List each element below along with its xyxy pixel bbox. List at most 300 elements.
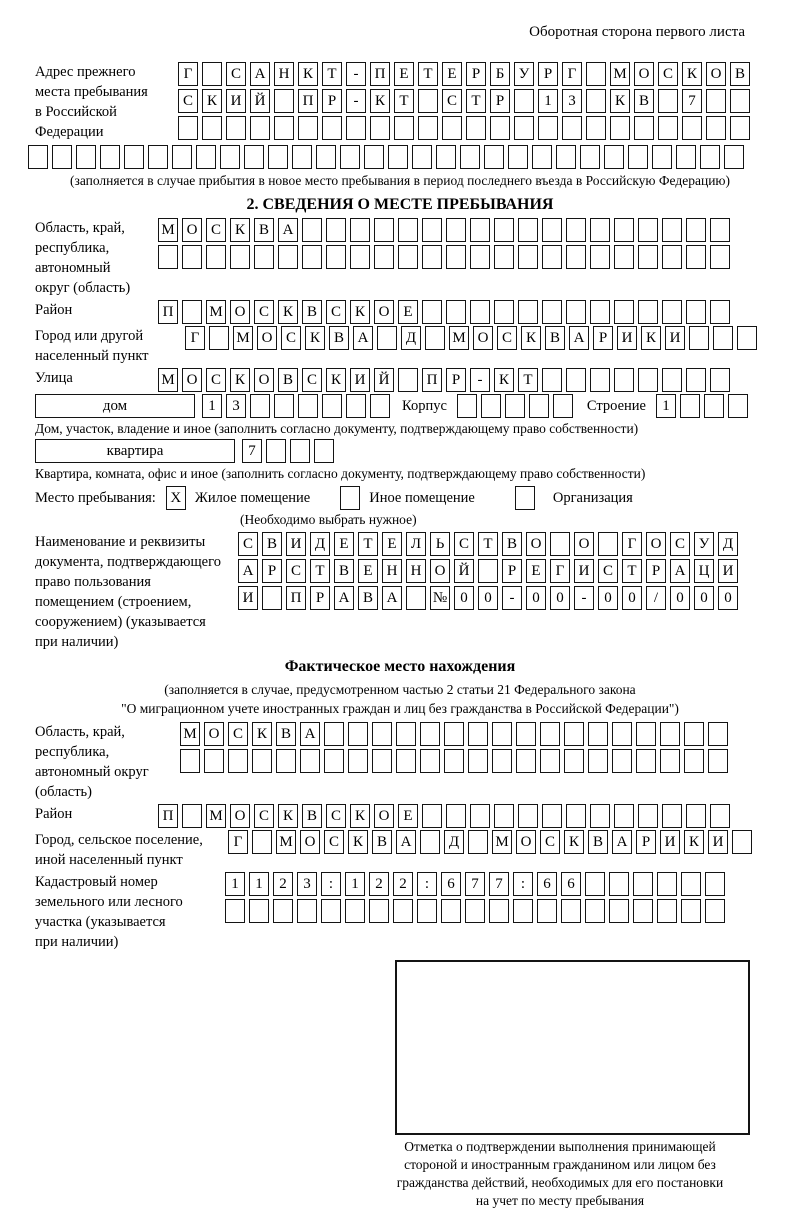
char-box[interactable]	[370, 394, 390, 418]
char-box[interactable]: 3	[562, 89, 582, 113]
char-box[interactable]	[540, 749, 560, 773]
char-box[interactable]: Й	[374, 368, 394, 392]
char-box[interactable]: В	[730, 62, 750, 86]
char-box[interactable]	[388, 145, 408, 169]
char-box[interactable]	[710, 368, 730, 392]
char-box[interactable]	[566, 300, 586, 324]
char-box[interactable]: К	[278, 804, 298, 828]
char-box[interactable]	[538, 116, 558, 140]
char-box[interactable]: 1	[345, 872, 365, 896]
char-box[interactable]	[566, 245, 586, 269]
char-box[interactable]: П	[370, 62, 390, 86]
char-box[interactable]: Д	[310, 532, 330, 556]
char-box[interactable]	[518, 245, 538, 269]
char-box[interactable]	[590, 300, 610, 324]
char-box[interactable]: С	[326, 300, 346, 324]
char-box[interactable]	[300, 749, 320, 773]
char-box[interactable]: 0	[598, 586, 618, 610]
char-box[interactable]: Р	[490, 89, 510, 113]
char-box[interactable]	[638, 804, 658, 828]
char-box[interactable]: С	[238, 532, 258, 556]
char-box[interactable]	[372, 749, 392, 773]
char-box[interactable]: О	[706, 62, 726, 86]
char-box[interactable]	[468, 749, 488, 773]
char-box[interactable]	[684, 749, 704, 773]
char-box[interactable]	[420, 749, 440, 773]
char-box[interactable]: С	[326, 804, 346, 828]
char-box[interactable]	[585, 899, 605, 923]
char-box[interactable]: Т	[518, 368, 538, 392]
char-box[interactable]: О	[374, 804, 394, 828]
char-box[interactable]: Р	[446, 368, 466, 392]
char-box[interactable]: О	[182, 368, 202, 392]
char-box[interactable]	[564, 722, 584, 746]
char-box[interactable]: М	[180, 722, 200, 746]
char-box[interactable]: М	[206, 804, 226, 828]
char-box[interactable]	[590, 368, 610, 392]
char-box[interactable]	[273, 899, 293, 923]
char-box[interactable]: А	[569, 326, 589, 350]
char-box[interactable]	[505, 394, 525, 418]
char-box[interactable]: 1	[538, 89, 558, 113]
char-box[interactable]	[484, 145, 504, 169]
char-box[interactable]	[346, 394, 366, 418]
char-box[interactable]: В	[372, 830, 392, 854]
char-box[interactable]: С	[228, 722, 248, 746]
char-box[interactable]	[614, 218, 634, 242]
char-box[interactable]: Т	[310, 559, 330, 583]
char-box[interactable]	[457, 394, 477, 418]
char-box[interactable]	[588, 722, 608, 746]
char-box[interactable]	[262, 586, 282, 610]
char-box[interactable]	[274, 116, 294, 140]
char-box[interactable]	[446, 245, 466, 269]
char-box[interactable]	[225, 899, 245, 923]
char-box[interactable]: Л	[406, 532, 426, 556]
char-box[interactable]	[406, 586, 426, 610]
char-box[interactable]	[100, 145, 120, 169]
char-box[interactable]: А	[250, 62, 270, 86]
char-box[interactable]: -	[502, 586, 522, 610]
char-box[interactable]: 1	[202, 394, 222, 418]
char-box[interactable]	[418, 116, 438, 140]
char-box[interactable]	[466, 116, 486, 140]
char-box[interactable]	[340, 145, 360, 169]
char-box[interactable]: В	[334, 559, 354, 583]
char-box[interactable]: Т	[466, 89, 486, 113]
char-box[interactable]	[494, 804, 514, 828]
char-box[interactable]	[590, 218, 610, 242]
char-box[interactable]: С	[226, 62, 246, 86]
char-box[interactable]	[514, 116, 534, 140]
kvartira-type-box[interactable]: квартира	[35, 439, 235, 463]
char-box[interactable]: И	[238, 586, 258, 610]
char-box[interactable]	[302, 218, 322, 242]
char-box[interactable]: Т	[418, 62, 438, 86]
char-box[interactable]	[561, 899, 581, 923]
char-box[interactable]	[708, 749, 728, 773]
char-box[interactable]	[322, 116, 342, 140]
char-box[interactable]	[369, 899, 389, 923]
char-box[interactable]: М	[158, 218, 178, 242]
char-box[interactable]	[412, 145, 432, 169]
char-box[interactable]: Н	[406, 559, 426, 583]
char-box[interactable]	[494, 218, 514, 242]
char-box[interactable]	[609, 899, 629, 923]
char-box[interactable]	[396, 749, 416, 773]
char-box[interactable]	[298, 394, 318, 418]
char-box[interactable]	[418, 89, 438, 113]
char-box[interactable]: Т	[394, 89, 414, 113]
char-box[interactable]	[324, 722, 344, 746]
char-box[interactable]: 6	[537, 872, 557, 896]
char-box[interactable]	[686, 300, 706, 324]
char-box[interactable]: П	[158, 300, 178, 324]
char-box[interactable]	[470, 300, 490, 324]
char-box[interactable]: М	[449, 326, 469, 350]
char-box[interactable]	[614, 368, 634, 392]
char-box[interactable]	[228, 749, 248, 773]
char-box[interactable]: А	[670, 559, 690, 583]
char-box[interactable]: 2	[369, 872, 389, 896]
char-box[interactable]: -	[574, 586, 594, 610]
char-box[interactable]: Е	[442, 62, 462, 86]
char-box[interactable]	[444, 749, 464, 773]
char-box[interactable]: Д	[401, 326, 421, 350]
char-box[interactable]	[728, 394, 748, 418]
char-box[interactable]	[422, 218, 442, 242]
char-box[interactable]	[710, 300, 730, 324]
char-box[interactable]: П	[286, 586, 306, 610]
char-box[interactable]: М	[276, 830, 296, 854]
char-box[interactable]	[542, 368, 562, 392]
char-box[interactable]: А	[612, 830, 632, 854]
char-box[interactable]	[676, 145, 696, 169]
char-box[interactable]	[705, 899, 725, 923]
char-box[interactable]	[710, 245, 730, 269]
char-box[interactable]	[489, 899, 509, 923]
char-box[interactable]	[542, 218, 562, 242]
char-box[interactable]: К	[370, 89, 390, 113]
char-box[interactable]	[436, 145, 456, 169]
char-box[interactable]: Р	[636, 830, 656, 854]
char-box[interactable]: М	[158, 368, 178, 392]
char-box[interactable]: А	[334, 586, 354, 610]
char-box[interactable]: А	[278, 218, 298, 242]
char-box[interactable]	[612, 749, 632, 773]
char-box[interactable]: В	[302, 804, 322, 828]
char-box[interactable]: О	[646, 532, 666, 556]
char-box[interactable]	[598, 532, 618, 556]
char-box[interactable]: К	[610, 89, 630, 113]
char-box[interactable]	[494, 245, 514, 269]
char-box[interactable]: Т	[322, 62, 342, 86]
char-box[interactable]	[657, 899, 677, 923]
char-box[interactable]	[633, 872, 653, 896]
checkbox-organizatsiya[interactable]	[515, 486, 535, 510]
char-box[interactable]	[638, 245, 658, 269]
char-box[interactable]	[481, 394, 501, 418]
char-box[interactable]: С	[206, 218, 226, 242]
char-box[interactable]	[377, 326, 397, 350]
char-box[interactable]	[586, 89, 606, 113]
char-box[interactable]	[638, 300, 658, 324]
char-box[interactable]	[681, 899, 701, 923]
char-box[interactable]: С	[598, 559, 618, 583]
char-box[interactable]: К	[326, 368, 346, 392]
char-box[interactable]	[276, 749, 296, 773]
char-box[interactable]: А	[396, 830, 416, 854]
char-box[interactable]: В	[302, 300, 322, 324]
char-box[interactable]: 0	[718, 586, 738, 610]
char-box[interactable]: К	[230, 368, 250, 392]
char-box[interactable]	[230, 245, 250, 269]
char-box[interactable]: К	[521, 326, 541, 350]
char-box[interactable]: И	[226, 89, 246, 113]
char-box[interactable]	[249, 899, 269, 923]
char-box[interactable]	[614, 300, 634, 324]
char-box[interactable]: Р	[593, 326, 613, 350]
char-box[interactable]	[326, 245, 346, 269]
char-box[interactable]	[302, 245, 322, 269]
char-box[interactable]: В	[634, 89, 654, 113]
char-box[interactable]: 7	[682, 89, 702, 113]
char-box[interactable]: В	[262, 532, 282, 556]
char-box[interactable]	[316, 145, 336, 169]
char-box[interactable]	[537, 899, 557, 923]
char-box[interactable]: С	[254, 804, 274, 828]
char-box[interactable]: Е	[394, 62, 414, 86]
char-box[interactable]	[612, 722, 632, 746]
char-box[interactable]	[713, 326, 733, 350]
char-box[interactable]	[250, 394, 270, 418]
char-box[interactable]: К	[684, 830, 704, 854]
char-box[interactable]	[346, 116, 366, 140]
char-box[interactable]: Д	[444, 830, 464, 854]
char-box[interactable]	[566, 804, 586, 828]
char-box[interactable]	[364, 145, 384, 169]
char-box[interactable]	[681, 872, 701, 896]
char-box[interactable]: Р	[538, 62, 558, 86]
char-box[interactable]: К	[305, 326, 325, 350]
char-box[interactable]	[689, 326, 709, 350]
char-box[interactable]: Р	[466, 62, 486, 86]
char-box[interactable]	[604, 145, 624, 169]
char-box[interactable]	[662, 245, 682, 269]
char-box[interactable]	[710, 804, 730, 828]
char-box[interactable]	[700, 145, 720, 169]
char-box[interactable]	[566, 218, 586, 242]
char-box[interactable]	[372, 722, 392, 746]
char-box[interactable]: С	[302, 368, 322, 392]
char-box[interactable]	[76, 145, 96, 169]
char-box[interactable]: И	[617, 326, 637, 350]
char-box[interactable]: 1	[249, 872, 269, 896]
char-box[interactable]	[564, 749, 584, 773]
char-box[interactable]: 1	[225, 872, 245, 896]
char-box[interactable]	[374, 245, 394, 269]
char-box[interactable]: С	[540, 830, 560, 854]
char-box[interactable]: К	[298, 62, 318, 86]
char-box[interactable]	[660, 722, 680, 746]
char-box[interactable]	[468, 722, 488, 746]
char-box[interactable]	[278, 245, 298, 269]
char-box[interactable]: Р	[322, 89, 342, 113]
char-box[interactable]: К	[564, 830, 584, 854]
char-box[interactable]: Т	[478, 532, 498, 556]
char-box[interactable]: Б	[490, 62, 510, 86]
char-box[interactable]	[350, 218, 370, 242]
char-box[interactable]: В	[588, 830, 608, 854]
char-box[interactable]	[660, 749, 680, 773]
char-box[interactable]	[684, 722, 704, 746]
char-box[interactable]: И	[286, 532, 306, 556]
char-box[interactable]: О	[374, 300, 394, 324]
char-box[interactable]: И	[350, 368, 370, 392]
char-box[interactable]: В	[358, 586, 378, 610]
char-box[interactable]: Ь	[430, 532, 450, 556]
char-box[interactable]: 0	[526, 586, 546, 610]
char-box[interactable]: 7	[489, 872, 509, 896]
char-box[interactable]: 0	[622, 586, 642, 610]
char-box[interactable]	[290, 439, 310, 463]
char-box[interactable]: П	[422, 368, 442, 392]
char-box[interactable]	[441, 899, 461, 923]
char-box[interactable]: К	[348, 830, 368, 854]
char-box[interactable]	[182, 804, 202, 828]
char-box[interactable]	[628, 145, 648, 169]
char-box[interactable]: Р	[502, 559, 522, 583]
char-box[interactable]: В	[254, 218, 274, 242]
char-box[interactable]	[705, 872, 725, 896]
char-box[interactable]: К	[252, 722, 272, 746]
char-box[interactable]: В	[278, 368, 298, 392]
checkbox-zhiloe[interactable]: X	[166, 486, 186, 510]
char-box[interactable]: 3	[226, 394, 246, 418]
char-box[interactable]	[540, 722, 560, 746]
char-box[interactable]: О	[182, 218, 202, 242]
char-box[interactable]: С	[658, 62, 678, 86]
char-box[interactable]	[274, 394, 294, 418]
char-box[interactable]	[614, 245, 634, 269]
char-box[interactable]: Ц	[694, 559, 714, 583]
char-box[interactable]: С	[670, 532, 690, 556]
char-box[interactable]: 0	[454, 586, 474, 610]
char-box[interactable]: 0	[670, 586, 690, 610]
char-box[interactable]	[444, 722, 464, 746]
char-box[interactable]	[542, 245, 562, 269]
char-box[interactable]: Г	[622, 532, 642, 556]
char-box[interactable]: Д	[718, 532, 738, 556]
char-box[interactable]: О	[526, 532, 546, 556]
char-box[interactable]	[172, 145, 192, 169]
char-box[interactable]: В	[329, 326, 349, 350]
char-box[interactable]	[425, 326, 445, 350]
char-box[interactable]	[393, 899, 413, 923]
char-box[interactable]	[178, 116, 198, 140]
char-box[interactable]	[542, 804, 562, 828]
char-box[interactable]	[737, 326, 757, 350]
char-box[interactable]: С	[442, 89, 462, 113]
char-box[interactable]: /	[646, 586, 666, 610]
char-box[interactable]: К	[350, 804, 370, 828]
char-box[interactable]	[662, 804, 682, 828]
char-box[interactable]	[514, 89, 534, 113]
char-box[interactable]	[556, 145, 576, 169]
char-box[interactable]: Г	[228, 830, 248, 854]
char-box[interactable]	[662, 218, 682, 242]
char-box[interactable]	[446, 804, 466, 828]
char-box[interactable]: Е	[398, 804, 418, 828]
char-box[interactable]	[682, 116, 702, 140]
char-box[interactable]	[470, 245, 490, 269]
char-box[interactable]	[518, 804, 538, 828]
char-box[interactable]	[220, 145, 240, 169]
char-box[interactable]: Е	[382, 532, 402, 556]
char-box[interactable]	[516, 722, 536, 746]
char-box[interactable]	[638, 368, 658, 392]
char-box[interactable]: :	[321, 872, 341, 896]
char-box[interactable]: О	[230, 300, 250, 324]
char-box[interactable]: О	[516, 830, 536, 854]
char-box[interactable]	[158, 245, 178, 269]
char-box[interactable]: С	[286, 559, 306, 583]
char-box[interactable]	[350, 245, 370, 269]
char-box[interactable]: А	[353, 326, 373, 350]
char-box[interactable]: У	[514, 62, 534, 86]
char-box[interactable]: О	[574, 532, 594, 556]
char-box[interactable]	[348, 722, 368, 746]
char-box[interactable]: М	[492, 830, 512, 854]
char-box[interactable]	[326, 218, 346, 242]
char-box[interactable]	[470, 218, 490, 242]
char-box[interactable]: 3	[297, 872, 317, 896]
char-box[interactable]: М	[233, 326, 253, 350]
char-box[interactable]: Е	[398, 300, 418, 324]
char-box[interactable]	[322, 394, 342, 418]
char-box[interactable]	[396, 722, 416, 746]
char-box[interactable]: С	[206, 368, 226, 392]
char-box[interactable]	[706, 89, 726, 113]
char-box[interactable]: Р	[310, 586, 330, 610]
char-box[interactable]	[420, 830, 440, 854]
char-box[interactable]	[202, 62, 222, 86]
char-box[interactable]	[609, 872, 629, 896]
char-box[interactable]: Т	[358, 532, 378, 556]
char-box[interactable]: С	[281, 326, 301, 350]
char-box[interactable]: О	[257, 326, 277, 350]
char-box[interactable]	[460, 145, 480, 169]
char-box[interactable]	[244, 145, 264, 169]
char-box[interactable]	[420, 722, 440, 746]
char-box[interactable]	[148, 145, 168, 169]
char-box[interactable]	[686, 245, 706, 269]
char-box[interactable]	[614, 804, 634, 828]
char-box[interactable]: :	[417, 872, 437, 896]
char-box[interactable]	[590, 245, 610, 269]
char-box[interactable]: У	[694, 532, 714, 556]
char-box[interactable]: И	[574, 559, 594, 583]
char-box[interactable]	[446, 218, 466, 242]
char-box[interactable]	[182, 300, 202, 324]
char-box[interactable]	[590, 804, 610, 828]
char-box[interactable]	[662, 300, 682, 324]
char-box[interactable]: О	[254, 368, 274, 392]
char-box[interactable]: Н	[382, 559, 402, 583]
char-box[interactable]	[422, 804, 442, 828]
char-box[interactable]: №	[430, 586, 450, 610]
char-box[interactable]	[465, 899, 485, 923]
